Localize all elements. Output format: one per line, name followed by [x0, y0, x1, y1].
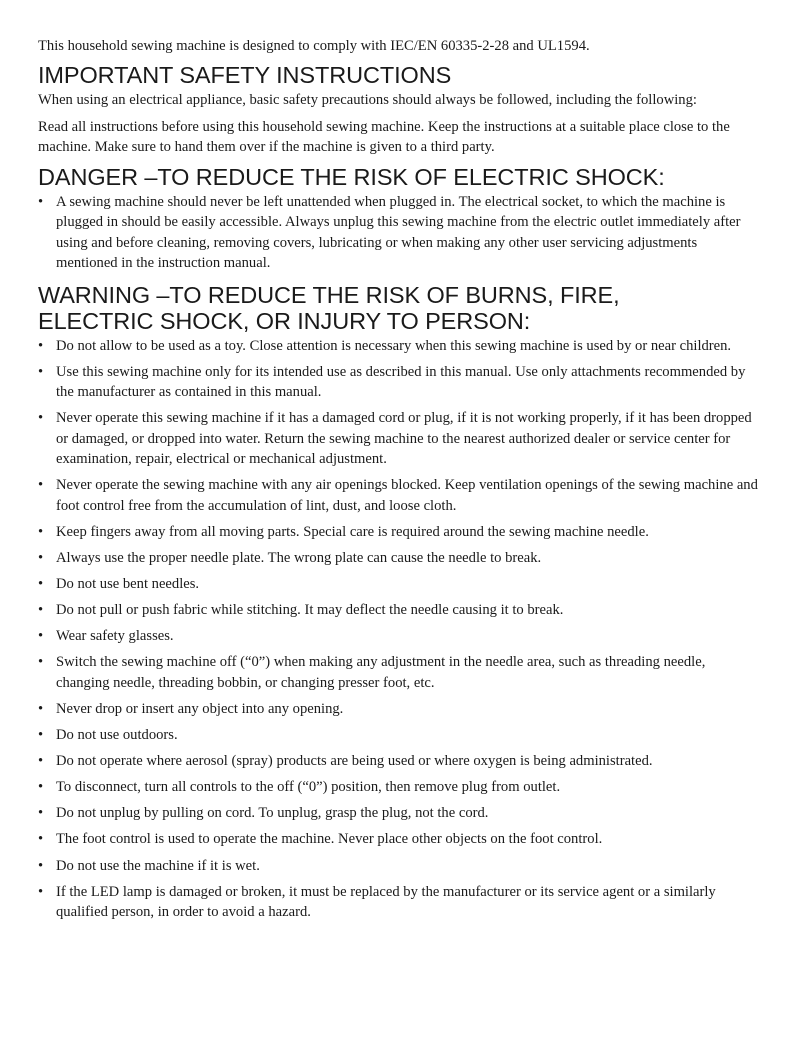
list-item	[38, 362, 760, 403]
list-item	[38, 548, 760, 569]
bullet-marker: •	[38, 727, 44, 744]
warning-heading	[38, 282, 760, 334]
read-instructions-paragraph: Read all instructions before using this household sewing machine. Keep the instructions at a suitable place close to the machine. Make sure to hand them over if the machine is given to a third party.	[38, 118, 730, 155]
list-item	[38, 725, 760, 746]
list-item-text: Do not use the machine if it is wet.	[56, 857, 260, 874]
danger-heading: DANGER –TO REDUCE THE RISK OF ELECTRIC SHOCK:	[38, 163, 665, 190]
list-item-text: Do not unplug by pulling on cord. To unplug, grasp the plug, not the cord.	[56, 805, 489, 822]
bullet-marker: •	[38, 805, 44, 822]
important-safety-section	[38, 62, 760, 158]
list-item	[38, 626, 760, 647]
list-item	[38, 522, 760, 543]
list-item-text: Always use the proper needle plate. The wrong plate can cause the needle to break.	[56, 549, 542, 566]
list-item-text: Keep fingers away from all moving parts. Special care is required around the sewing machine needle.	[56, 523, 649, 540]
bullet-marker: •	[38, 193, 44, 210]
document-page	[38, 36, 760, 931]
list-item-text: Do not use outdoors.	[56, 727, 178, 744]
list-item-text: Do not use bent needles.	[56, 576, 200, 593]
list-item-text: Never operate this sewing machine if it has a damaged cord or plug, if it is not working properly, if it has been dropped or damaged, or dropped into water. Return the sewing machine to the nearest authorized dealer or service center for examination, repair, electrical or mechanical adjustment.	[56, 410, 752, 468]
bullet-marker: •	[38, 779, 44, 796]
warning-heading-line2: ELECTRIC SHOCK, OR INJURY TO PERSON:	[38, 307, 531, 334]
list-item	[38, 336, 760, 357]
bullet-marker: •	[38, 857, 44, 874]
warning-list	[38, 336, 760, 923]
compliance-statement: This household sewing machine is designed to comply with IEC/EN 60335-2-28 and UL1594.	[38, 38, 590, 54]
list-item-text: Do not pull or push fabric while stitching. It may deflect the needle causing it to break.	[56, 602, 564, 619]
bullet-marker: •	[38, 576, 44, 593]
list-item	[38, 751, 760, 772]
danger-list	[38, 192, 760, 274]
list-item-text: Do not operate where aerosol (spray) products are being used or where oxygen is being administrated.	[56, 753, 653, 770]
danger-section	[38, 164, 760, 274]
list-item-text: The foot control is used to operate the machine. Never place other objects on the foot control.	[56, 831, 603, 848]
list-item	[38, 475, 760, 516]
list-item	[38, 600, 760, 621]
list-item-text: Use this sewing machine only for its intended use as described in this manual. Use only attachments recommended by the manufacturer as contained in this manual.	[56, 363, 746, 401]
safety-precautions-paragraph: When using an electrical appliance, basic safety precautions should always be followed, including the following:	[38, 92, 697, 108]
list-item	[38, 856, 760, 877]
bullet-marker: •	[38, 477, 44, 494]
bullet-marker: •	[38, 549, 44, 566]
bullet-marker: •	[38, 654, 44, 671]
bullet-marker: •	[38, 337, 44, 354]
list-item	[38, 192, 760, 274]
list-item	[38, 882, 760, 923]
bullet-marker: •	[38, 753, 44, 770]
important-safety-heading: IMPORTANT SAFETY INSTRUCTIONS	[38, 62, 452, 88]
list-item-text: Do not allow to be used as a toy. Close attention is necessary when this sewing machine is used by or near children.	[56, 337, 732, 354]
list-item	[38, 699, 760, 720]
list-item-text: Wear safety glasses.	[56, 628, 174, 645]
list-item	[38, 803, 760, 824]
list-item	[38, 652, 760, 693]
bullet-marker: •	[38, 883, 44, 900]
bullet-marker: •	[38, 363, 44, 380]
list-item-text: Never drop or insert any object into any opening.	[56, 700, 344, 717]
list-item-text: A sewing machine should never be left unattended when plugged in. The electrical socket, to which the machine is plugged in should be easily accessible. Always unplug this sewing machine from the electric outlet immediately after using and before cleaning, removing covers, lubricating or when making any other user servicing adjustments mentioned in the instruction manual.	[56, 193, 741, 271]
bullet-marker: •	[38, 831, 44, 848]
list-item-text: Never operate the sewing machine with any air openings blocked. Keep ventilation openings of the sewing machine and foot control free from the accumulation of lint, dust, and loose cloth.	[56, 477, 758, 514]
list-item	[38, 408, 760, 470]
list-item	[38, 829, 760, 850]
list-item	[38, 574, 760, 595]
bullet-marker: •	[38, 602, 44, 619]
list-item-text: Switch the sewing machine off (“0”) when making any adjustment in the needle area, such as threading needle, changing needle, threading bobbin, or changing presser foot, etc.	[56, 654, 706, 691]
warning-section	[38, 282, 760, 923]
list-item-text: If the LED lamp is damaged or broken, it must be replaced by the manufacturer or its service agent or a similarly qualified person, in order to avoid a hazard.	[56, 883, 716, 921]
warning-heading-line1: WARNING –TO REDUCE THE RISK OF BURNS, FIRE,	[38, 281, 620, 308]
list-item	[38, 777, 760, 798]
list-item-text: To disconnect, turn all controls to the off (“0”) position, then remove plug from outlet.	[56, 779, 561, 796]
bullet-marker: •	[38, 700, 44, 717]
bullet-marker: •	[38, 628, 44, 645]
bullet-marker: •	[38, 523, 44, 540]
bullet-marker: •	[38, 410, 44, 427]
